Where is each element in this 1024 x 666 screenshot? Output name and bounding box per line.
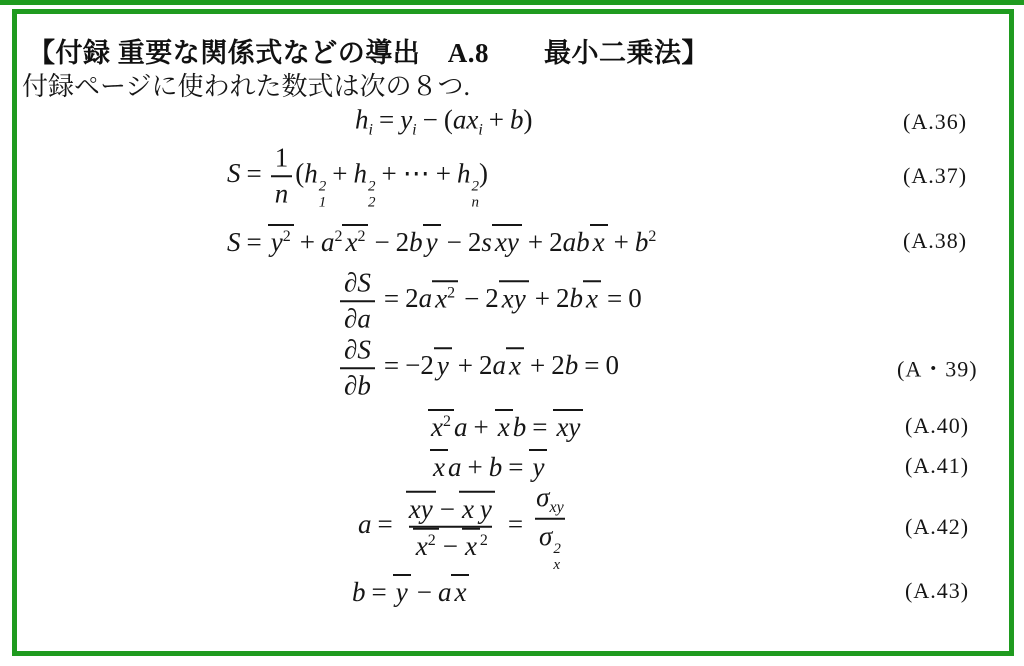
section-title: 【付録 重要な関係式などの導出 A.8 最小二乗法】 xyxy=(28,38,709,68)
equation-a41: x a + b = y xyxy=(430,449,547,483)
equation-label-a43: (A.43) xyxy=(905,578,970,603)
equation-label-a42: (A.42) xyxy=(905,514,970,539)
equation-label-a37: (A.37) xyxy=(903,163,968,188)
equation-a39b: $\frac{\partial S}{\partial b}$ = −2 y + 2a x + 2b = 0 xyxy=(337,333,619,403)
equation-a42: a = $\frac{\text{xy − x y}}{x^2 - x ^2}$ = $\sigma_{xy}$ σ 2 x xyxy=(358,481,564,573)
equation-label-a39b: (A・39) xyxy=(897,356,978,382)
equation-a40: $x^2$ a + x b = xy xyxy=(428,409,583,443)
equation-a38: $S = y^2 + a^2$ $x^2 - 2b$ y − 2s xy + 2ab $x + b^2$ xyxy=(227,224,656,258)
equation-a37: S = $\frac{1}{n}$ (h 2 1 + h 2 2 + ⋯ + h 2 n ) xyxy=(227,142,488,210)
equation-label-a40: (A.40) xyxy=(905,413,970,438)
equation-a36: $h_i = y_i - (ax_i + b)$ xyxy=(355,104,533,139)
equation-label-a36: (A.36) xyxy=(903,109,968,134)
equation-label-a41: (A.41) xyxy=(905,453,970,478)
equation-a39a: $\frac{\partial S}{\partial a}$ = 2a $x^2 - 2$ xy + 2b x = 0 xyxy=(337,266,642,336)
equation-label-a38: (A.38) xyxy=(903,228,968,253)
intro-text: 付録ページに使われた数式は次の８つ. xyxy=(22,72,470,101)
equation-a43: b = y − a x xyxy=(352,574,469,608)
